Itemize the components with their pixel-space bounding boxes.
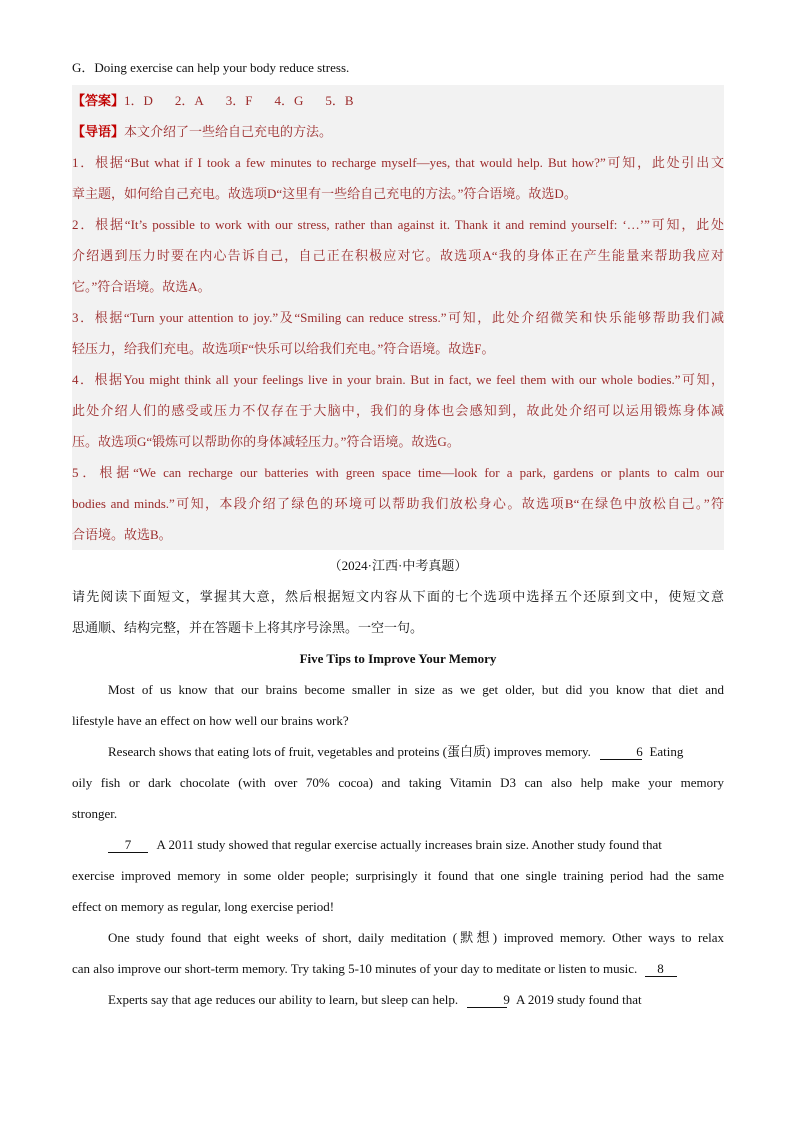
explanation-line: 2．根据“It’s possible to work with our stress, rather than against it. Thank it and remind yourself: ‘…’”可知，此处	[72, 217, 724, 232]
explanation-line: 4．根据You might think all your feelings live in your brain. But in fact, we feel them with our whole bodies.”可知，	[72, 372, 724, 387]
explanation-line: 3．根据“Turn your attention to joy.”及“Smiling can reduce stress.”可知，此处介绍微笑和快乐能够帮助我们减	[72, 310, 724, 325]
passage-text: can also improve our short-term memory. Try taking 5-10 minutes of your day to meditate or listen to music.	[72, 961, 638, 976]
passage-line: Most of us know that our brains become smaller in size as we get older, but did you know that diet and	[108, 682, 724, 697]
explanation-line: 5．根据“We can recharge our batteries with green space time—look for a park, gardens or plants to calm our	[72, 465, 724, 480]
instruction-line: 请先阅读下面短文，掌握其大意，然后根据短文内容从下面的七个选项中选择五个还原到文中，使短文意	[72, 589, 724, 604]
explanation-line: 合语境。故选B。	[72, 527, 172, 542]
option-g: G．Doing exercise can help your body reduce stress.	[72, 60, 350, 75]
answer-explanation-block	[72, 85, 724, 550]
instruction-line: 思通顺、结构完整，并在答题卡上将其序号涂黑。一空一句。	[72, 620, 424, 635]
blank-7[interactable]: 7	[108, 838, 148, 853]
explanation-line: 轻压力，给我们充电。故选项F“快乐可以给我们充电。”符合语境。故选F。	[72, 341, 495, 356]
answer-tag: 【答案】	[72, 93, 125, 108]
answer-key-line	[72, 85, 724, 116]
explanation-line: 此处介绍人们的感受或压力不仅存在于大脑中，我们的身体也会感知到，故此处介绍可以运用锻炼身体减	[72, 403, 724, 418]
guide-text: 本文介绍了一些给自己充电的方法。	[124, 124, 333, 139]
explanation-line: 压。故选项G“锻炼可以帮助你的身体减轻压力。”符合语境。故选G。	[72, 434, 460, 449]
document-page	[72, 52, 724, 1015]
source-label: （2024·江西·中考真题）	[328, 558, 468, 573]
passage-line	[72, 829, 724, 860]
blank-6[interactable]: 6	[600, 745, 642, 760]
blank-9[interactable]: 9	[467, 993, 507, 1008]
passage-text: A 2011 study showed that regular exercise actually increases brain size. Another study found that	[156, 837, 662, 852]
answer-key-1: 1．D	[124, 93, 153, 108]
guide-line	[72, 116, 724, 147]
passage-text: Research shows that eating lots of fruit, vegetables and proteins (蛋白质) improves memory.	[108, 744, 591, 759]
passage-line	[72, 953, 724, 984]
passage-title: Five Tips to Improve Your Memory	[299, 651, 497, 666]
passage-line: oily fish or dark chocolate (with over 70% cocoa) and taking Vitamin D3 can also help make your memory	[72, 775, 724, 790]
answer-key-3: 3．F	[225, 93, 253, 108]
passage-line: lifestyle have an effect on how well our brains work?	[72, 713, 349, 728]
passage-text: Eating	[649, 744, 684, 759]
passage-line: effect on memory as regular, long exercise period!	[72, 899, 335, 914]
blank-8[interactable]: 8	[645, 962, 677, 977]
passage-line	[72, 736, 724, 767]
passage-line: exercise improved memory in some older people; surprisingly it found that one single training period had the same	[72, 868, 724, 883]
explanation-line: 它。”符合语境。故选A。	[72, 279, 211, 294]
explanation-line: bodies and minds.”可知，本段介绍了绿色的环境可以帮助我们放松身心。故选项B“在绿色中放松自己。”符	[72, 496, 724, 511]
explanation-line: 介绍遇到压力时要在内心告诉自己，自己正在积极应对它。故选项A“我的身体正在产生能量来帮助我应对	[72, 248, 724, 263]
passage-line	[72, 984, 724, 1015]
guide-tag: 【导语】	[72, 124, 125, 139]
explanation-line: 章主题，如何给自己充电。故选项D“这里有一些给自己充电的方法。”符合语境。故选D。	[72, 186, 577, 201]
passage-line: One study found that eight weeks of short, daily meditation (默想) improved memory. Other ways to relax	[108, 930, 724, 945]
answer-key-5: 5．B	[325, 93, 354, 108]
passage-text: Experts say that age reduces our ability to learn, but sleep can help.	[108, 992, 459, 1007]
passage-text: A 2019 study found that	[515, 992, 642, 1007]
answer-key-4: 4．G	[274, 93, 304, 108]
passage-line: stronger.	[72, 806, 118, 821]
explanation-line: 1．根据“But what if I took a few minutes to recharge myself—yes, that would help. But how?”可知，此处引出文	[72, 155, 724, 170]
answer-key-2: 2．A	[174, 93, 204, 108]
